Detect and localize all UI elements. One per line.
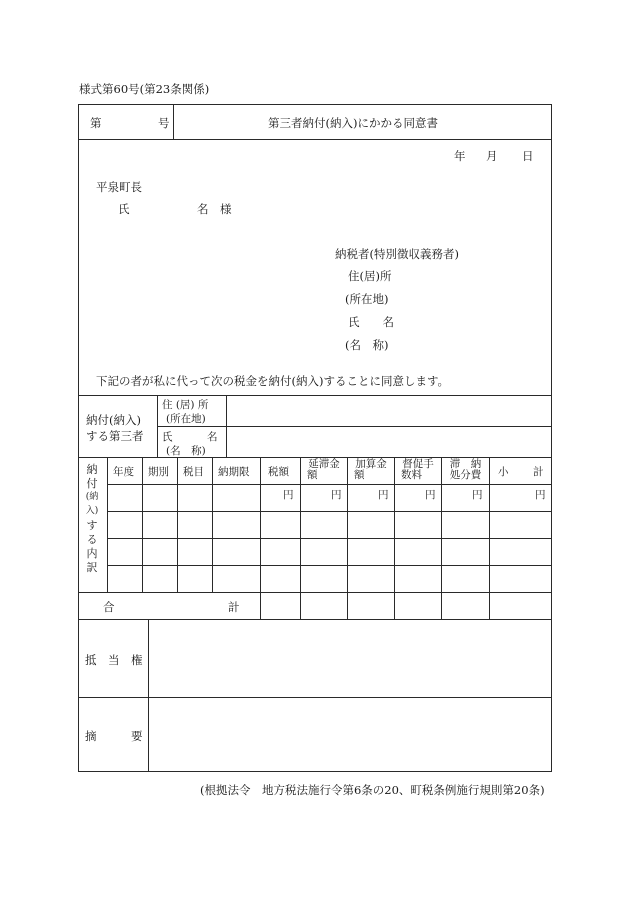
- third-party-name-alt-label: (名 称): [166, 445, 206, 457]
- third-party-label-2: する第三者: [86, 429, 144, 443]
- third-party-address-label: 住 (居) 所: [162, 399, 209, 411]
- date-month: 月: [486, 149, 498, 163]
- taxpayer-address: 住(居)所: [348, 269, 392, 283]
- yen-unit-late-fee: 円: [331, 489, 342, 501]
- yen-unit-additional: 円: [378, 489, 389, 501]
- yen-unit-subtotal: 円: [535, 489, 546, 501]
- col-subtotal-a: 小: [498, 466, 509, 478]
- legal-basis-footer: (根拠法令 地方税法施行令第6条の20、町税条例施行規則第20条): [200, 783, 545, 797]
- number-label-gou: 号: [158, 116, 170, 130]
- form-number: 様式第60号(第23条関係): [79, 82, 210, 96]
- total-label-a: 合: [103, 600, 115, 614]
- col-deadline: 納期限: [218, 466, 250, 478]
- taxpayer-location: (所在地): [345, 292, 389, 306]
- taxpayer-name-alt: (名 称): [345, 338, 389, 352]
- number-label-dai: 第: [90, 116, 102, 130]
- col-tax-amount: 税額: [268, 466, 289, 478]
- summary-label-a: 摘: [85, 729, 97, 743]
- col-late-fee: 延滞金 額: [307, 458, 340, 481]
- col-demand-fee: 督促手 数料: [401, 458, 434, 481]
- taxpayer-name: 氏 名: [348, 315, 394, 329]
- third-party-location-label: (所在地): [166, 413, 206, 425]
- collateral-label: 抵 当 権: [85, 653, 143, 667]
- col-subtotal-b: 計: [533, 466, 544, 478]
- yen-unit-delinquency: 円: [472, 489, 483, 501]
- yen-unit-tax: 円: [283, 489, 294, 501]
- third-party-label-1: 納付(納入): [86, 413, 141, 427]
- third-party-name-label-b: 名: [207, 431, 218, 443]
- col-tax-item: 税目: [183, 466, 204, 478]
- col-year: 年度: [113, 466, 134, 478]
- consent-statement: 下記の者が私に代って次の税金を納付(納入)することに同意します。: [96, 374, 450, 388]
- addressee-shi: 氏: [118, 202, 130, 216]
- third-party-name-label-a: 氏: [162, 431, 173, 443]
- summary-label-b: 要: [131, 729, 143, 743]
- col-period: 期別: [148, 466, 169, 478]
- col-additional-tax: 加算金 額: [354, 458, 387, 481]
- taxpayer-heading: 納税者(特別徴収義務者): [335, 247, 459, 261]
- document-title: 第三者納付(納入)にかかる同意書: [268, 116, 438, 130]
- yen-unit-demand: 円: [425, 489, 436, 501]
- date-year: 年: [454, 149, 466, 163]
- addressee-mei-sama: 名 様: [197, 202, 232, 216]
- addressee-mayor: 平泉町長: [96, 180, 142, 194]
- col-delinquency-cost: 滞 納 処分費: [449, 458, 482, 481]
- total-label-b: 計: [228, 600, 240, 614]
- date-day: 日: [522, 149, 534, 163]
